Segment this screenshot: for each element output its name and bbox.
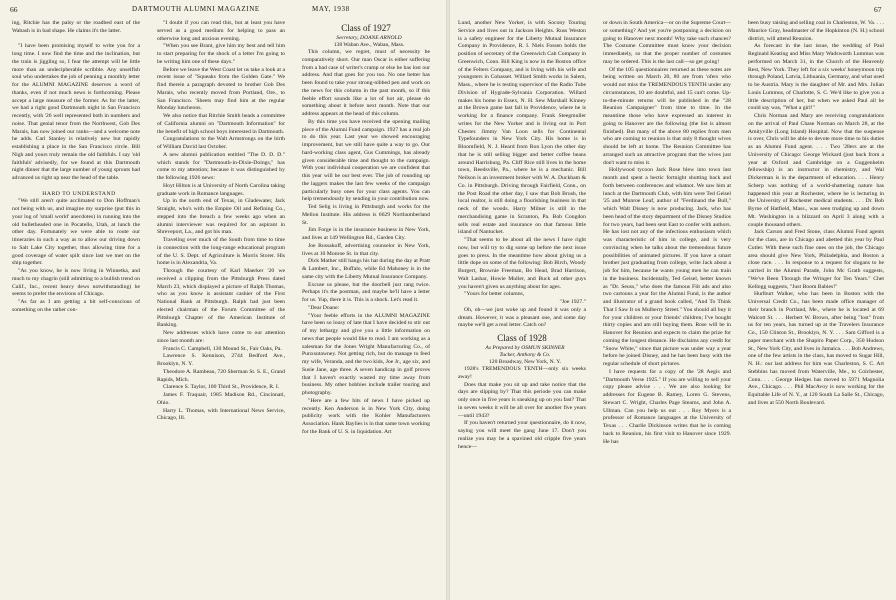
paragraph: ing, Ritchie has the palsy or the roadbed east of the Wabash is in bad shape. He claims it's the latter.: [12, 20, 140, 34]
left-column-3: [302, 20, 430, 598]
paragraph: If you haven't returned your questionnaire, do it now, saying you will meet the gang June 17. Don't you realize you may be a spavined old cripple five years hence—: [458, 420, 586, 450]
paragraph: "Your feeble efforts in the ALUMNI MAGAZINE have been so lousy of late that I have decided to stir out of my lethargy and give you a little information on news that people would like to read. I am working as a salesman for the Jones Wright Manufacturing Co., of Punxsutawney. Not getting rich, but do manage to feed my wife, Veranda, and the two kids, Joe Jr., age six, and Susie Jane, age three. A seven handicap in golf proves that I haven't exactly wasted my time away from business. My other hobbies include trailer touring and photography.: [302, 312, 430, 396]
paragraph: "I have been promising myself to write you for a long time. I now find the time and the inclination, but the train is jiggling so, I fear the attempt will be little more than an undecipherable scribble. Any unselfish soul who undertakes the job of penning a monthly letter for the ALUMNI MAGAZINE deserves a word of thanks, even if not much news is forthcoming. Please accept a large measure of the former. As for the latter, we had a right good Dartmouth night in San Francisco recently, with '26 well represented both in numbers and noise. That genial tenor from the Northwest, Gob Des Marais, has now joined our ranks—and a welcome note he adds. Carl Stanley is relatively new but rapidly establishing a place in the San Francisco circle. Bill Nigh and yours truly remain the old faithfuls. I say 'old faithfuls' advisedly, for we found at this Dartmouth night dinner that the large number of young sprouts had advanced us right up near the head of the table.: [12, 43, 140, 181]
running-head-title: DARTMOUTH ALUMNI MAGAZINE: [132, 5, 260, 13]
paragraph: 1928's TREMENDOUS TENTH—only six weeks away!: [458, 366, 586, 380]
secretary-byline: Secretary, DOANE ARNOLD: [336, 35, 402, 41]
letter-signature: "Joe 1927.": [559, 299, 586, 305]
paragraph: "We still aren't quite acclimated to Don Hoffman's not being with us, and imagine my surprise (put this in your log of 'small world' anecdotes) in running into the old bulletheaded one in Pocatello, Utah, at lunch the other day. Fortunately we were able to route our itineraries in such a way as to allow our driving down to Salt Lake City together, thus allowing time for a good coverage of water spilt since last we met on the ship together.: [12, 198, 140, 267]
paragraph: "I doubt if you can read this, but at least you have served as a good medium for helping to pass an otherwise long and anxious evening.: [157, 20, 285, 42]
paragraph: Oh, oh—we just woke up and found it was only a dream. However, it was a pleasant one, and some day maybe we'll get a real letter. Catch on?: [458, 306, 586, 329]
paragraph: Before we leave the West Coast let us take a look at a recent issue of "Squeaks from the Golden Gate." We find therein a paragraph devoted to brother Gob Des Marais, who recently moved from Portland, Ore., to San Francisco. 'Sheets may find him at the regular Monday luncheons.: [157, 66, 285, 112]
right-column-1: [458, 20, 586, 598]
right-page-number: 67: [874, 5, 882, 14]
paragraph: Hollywood tycoon Jack Rose blew into town last month and spent a hectic fortnight shutting back and forth between conferences and whatnot. We saw him at lunch at the Dartmouth Club, with him were Ted Geisel '25 and Munroe Leaf, author of "Ferdinand the Bull," which Walt Disney is now producing. Jack, who has been head of the story department of the Disney Studios for two years, had been sent East to confer with authors. He has lost not any of the infectious enthusiasm which was characteristic of him in college, and is very convincing when he talks about the tremendous future possibilities of animated pictures. If you have a smart brother just graduating from college, write Jack about a job for him, because he wants young men he can train in the business. Incidentally, Ted Geisel, better known as "Dr. Seuss," who does the famous Flit ads and also two cartoons a year for the Alumni Fund, is the author and illustrator of a grand book called, "And To Think That I Saw It on Mulberry Street." You should all buy it for your children or your friends' children; I've bought thirty copies and am still buying them. Rose will be in Hanover for Reunion and expects to claim the prize for coming the longest distance. He disclaims any credit for "Snow White," since that picture was under way a year before he joined Disney, and he has been busy with the regular schedule of short pictures.: [603, 167, 731, 367]
paragraph: or down in South America—or on the Supreme Court—or something? And yet you're postponing a decision on going to Hanover next month! Why take such chances? The Costume Committee must know your decision immediately, so that the proper number of costumes may be ordered. This is the last call—so get going!: [603, 20, 731, 65]
paragraph: Excuse us please, but the doorbell just rang twice. Perhaps it's the postman, and maybe he'll have a letter for us. Yup, there it is. This is a shock. Let's read it.: [302, 281, 430, 303]
paragraph: "That seems to be about all the news I have right now, but will try to dig some up before the next issue goes to press. In the meantime how about giving us a little dope on some of the following: Bob Birch, Woody Burgert, Brownie Freeman, Bo Head, Brad Harrison, Walt Lashar, Howie Muller, and Buck ad other guys you haven't given us anything about for ages.: [458, 237, 586, 290]
paragraph: "Dear Doane:: [308, 304, 340, 311]
paragraph: Of the 105 questionnaires returned as these notes are being written on March 20, 80 are from 'ofers who would not miss the TREMENDOUS TENTH under any circumstances, 10 are doubtful, and 15 can't come. Up-to-the-minute returns will be published in the "28 Reunion Campaigner" from time to time. In the meantime those who have expressed an interest in going to Hanover are the following (the list is almost finished). But many of the above 80 replies from men who are coming to reunion is that only 8 thought wives should be left at home. The Reunion Committee has arranged such an attractive program that the wives just don't want to miss it.: [603, 66, 731, 166]
paragraph: Traveling over much of the South from time to time in connection with the long-range educational program of the U. S. Dept. of Agriculture is Morris Storer. His home is in Alexandria, Va.: [157, 237, 285, 267]
subheading: HARD TO UNDERSTAND: [42, 190, 116, 197]
paragraph: Up in the north end of Texas, in Gladewater, Jack Straight, who's with the Empire Oil and Refining Co., stepped into the breach a few weeks ago when an alumni interviewer was required for an aspirant in Shreveport, La., and got his man.: [157, 198, 285, 236]
paragraph: Does that make you sit up and take notice that the days are slipping by? That this periode you can make only once in five years is sneaking up on you fast? That in seven weeks it will be all over for another five years—until 1943?: [458, 381, 586, 419]
paragraph: We also notice that Ritchie Smith heads a committee of California alumni on "Dartmouth Information" for the benefit of high school boys interested in Dartmouth.: [157, 113, 285, 135]
paragraph: Congratulations to the Walt Armstrongs on the birth of William David last October.: [157, 136, 285, 150]
paragraph: Ted Selig is living in Pittsburgh and works for the Mellon Institute. His address is 6629 Northumberland St.: [302, 204, 430, 226]
address-line: Theodore A. Rambeau, 720 Sherman St. S. E., Grand Rapids, Mich.: [157, 368, 285, 383]
preparer-byline: As Prepared by OSMUN SKINNER: [485, 345, 565, 351]
class-1927-heading: Class of 1927: [341, 23, 391, 33]
paragraph: By this time you have received the opening mailing piece of the Alumni Fund campaign. 1927 has a real job to do this year. Last year we showed encouraging improvement, but we still have quite a way to go. Our hard-working class agent, Gus Cummings, has already given considerable time and thought to the campaign. With your individual cooperation we are confident that this year will be our best ever. The job of rounding up the laggers makes the last few weeks of the campaign particularly busy ones for your class agents. You can help tremendously by sending in your contribution now.: [302, 118, 430, 203]
secretary-address: 138 Waban Ave., Waban, Mass.: [333, 42, 405, 48]
running-head-date: MAY, 1938: [312, 5, 350, 13]
left-column-2: [157, 20, 285, 598]
left-page-number: 66: [10, 5, 18, 14]
paragraph: Through the courtesy of Karl Maerker '20 we received a clipping from the Pittsburgh Press dated March 23, which displayed a picture of Ralph Thomas, who as you know is assistant cashier of the First National Bank at Pittsburgh. Ralph had just been elected chairman of the Forum Committee of the Pittsburgh Chapter of the American Institute of Banking.: [157, 268, 285, 329]
preparer-address: 120 Broadway, New York, N. Y.: [488, 359, 562, 365]
paragraph: "As you know, he is now living in Winnetka, and much to my chagrin (still admitting to a bullish trend on Calif., Inc., recent heavy dews notwithstanding) he seems to prefer the environs of Chicago.: [12, 268, 140, 298]
paragraph: Hoyt Hilton is at University of North Carolina taking graduate work in Romance languages.: [157, 182, 285, 197]
paragraph: "Here are a few bits of news I have picked up recently. Ken Anderson is in New York City, doing publicity work with the Kohler Manufacturers Association. Hank Baylies is in that same town working for the Bank of U. S. in liquidation. Art: [302, 397, 430, 435]
right-page: [448, 0, 896, 600]
paragraph: Jim Forge is in the insurance business in New York, and lives at 149 Wellington Rd., Garden City.: [302, 227, 430, 241]
paragraph: Joe Russakoff, advertising counselor in New York, lives at 10 Monroe St. in that city.: [302, 242, 430, 257]
paragraph: A new alumni publication entitled "The D. D. D." which stands for "Dartmouth-in-Dixie-Doings," has come to my attention; because it was distinguished by the following 1926 news:: [157, 151, 285, 181]
preparer-firm: Tucker, Anthony & Co.: [499, 352, 551, 358]
paragraph: "As far as I am getting a bit self-conscious of something on the rather con-: [12, 299, 140, 313]
address-line: Lawrence S. Kennison, 2744 Bedford Ave., Brooklyn, N. Y.: [157, 353, 285, 367]
address-line: Clarence S. Taylor, 100 Third St., Providence, R. I.: [163, 384, 280, 391]
paragraph: been busy raising and selling coal in Charleston, W. Va. . . . Maurice Gray, headmaster of the Hopkinton (N. H.) school district, will attend Reunion.: [748, 20, 884, 42]
address-line: James F. Traquair, 1985 Madison Rd., Cincinnati, Ohio.: [157, 392, 285, 406]
paragraph: As forecast in the last issue, the wedding of Paul Reginald Keating and Miss Mary Wadsworth Lummus was performed on March 31, in the Church of the Heavenly Rest, New York. They left for a six weeks' honeymoon trip through Poland, Latvia, Lithuania, Germany, and what used to be Austria. Mary is the daughter of Mr. and Mrs. Julian Louis Lummus, of Charlotte, S. C. We'd like to give you a little description of her, but when we asked Paul all he could say was, "What a girl!": [748, 43, 884, 112]
left-column-1: [12, 20, 140, 598]
paragraph: Chris Norman and Mary are receiving congratulations on the arrival of Paul Chase Norman on March 28, at the Amityville (Long Island) Hospital. Now that the suspense is over, Chris will be able to devote more time to his duties as an Alumni Fund agent. . . . Two '28ers are at the University of Chicago: George Wickard (just back from a year at Oxford and Cambridge on a Guggenheim fellowship) is an instructor in chemistry, and Wal Dickerman is in the department of education. . . . Henry Scherp was nothing of a world-shattering nature has happened this year at Rochester, where he is lecturing in the University of Rochester medical students. . . . Dr. Bob Byrne of Hatfield, Mass., was seen trudging up and down Mt. Washington in a blizzard on April 3 along with a couple thousand others.: [748, 113, 884, 228]
paragraph: Lund, another New Yorker, is with Socony Touring Service and lives out in Jackson Heights. Russ Weston is a safety engineer for the Liberty Mutual Insurance Company in Providence, R. I. Niels Fossen holds the position of secretary of the Greenwich Cab Company in Greenwich, Conn. Bill King is now in the Boston office of the Felters Company, and is living with his wife and youngsters in Cohasset. Willard Smith works in Salem, Mass., where he is testing supervisor of the Radio Tube Division of Hygrade-Sylvania Corporation. Willard makes his home in Essex, N. H. Sew Marshall Kinney at the Brown game last fall in Providence, where he is working for a finance company. Frank Steegmuller writes for the New Yorker and is living out in Port Chester. Jimmy Van Loon sells for Continental Typefounders in New York City. His home is in Bloomfield, N. J. Heard from Ron Lyon the other day that he is still selling bigger and better coffee beans around Harrisburg, Pa. Cliff Rice still lives in the home town, Reedsville, Pa., where he is a mechanic. Bill Neilson is an investment broker with W. A. Duckham & Co. in Pittsburgh. Driving through Fairfield, Conn., on the Post Road the other day, I saw that Bob Brush, the local realtor, is still doing a flourishing business in that neck of the woods. Harry Milner is still in the merchandising game in Scranton, Pa. Bob Congdon sells real estate and insurance on that famous little island of Nantucket.: [458, 20, 586, 236]
paragraph: Jack Carson and Fred Stone, class Alumni Fund agents for the class, are in Chicago and abetted this year by Paul Cutler. With these such fine ones on the job, the Chicago area should give New York, Philadelphia, and Boston a close race. . . . In response to a request for slogans to be carried in the Alumni Parade, John Mc Grath suggests, "We've Been Through the Wringer for Ten Years." Chet Kellogg suggests, "Just Boom Babies!": [748, 229, 884, 290]
right-column-3: [748, 20, 884, 598]
paragraph: "Yours for better columns,: [464, 291, 525, 298]
paragraph: This column, we regret, must of necessity be comparatively short. Our man Oscar is either suffering from a bad case of writer's cramp or else he has lost our address. And that goes for you too. No one better has been found to take your strong-nibbed pen and work on the news for this column in the past month, so if this feeble effort sounds like a lot of hot air, please do something about it before next month. Note that our address appears at the head of this column.: [302, 49, 430, 117]
paragraph: New addresses which have come to our attention since last month are:: [157, 330, 285, 344]
paragraph: "When you see Brant, give him my best and tell him to start preparing for the shock of a letter I'm going to be writing him one of these days.": [157, 43, 285, 65]
class-1928-heading: Class of 1928: [497, 333, 547, 343]
paragraph: Dick Mather still hangs his hat during the day at Pratt & Lambert, Inc., Buffalo, while Ed Mahoney is in the same city with the Liberty Mutual Insurance Company.: [302, 258, 430, 280]
address-line: Harry L. Thomas, with International News Service, Chicago, Ill.: [157, 407, 285, 422]
paragraph: I have requests for a copy of the '28 Aegis and "Dartmouth Verse 1925." If you are willing to sell your copy please advise . . . We are also looking for addresses for Eugene B. Ramey, Loren G. Stevens, Stewart C. Wright, Charles Page Stearns, and John A. Ullman. Can you help us out . . . Roy Myers is a professor of Romance languages at the University of Texas . . . Charlie Dickinson writes that he is coming back to Reunion, his first visit to Hanover since 1929. He has: [603, 368, 731, 445]
right-column-2: [603, 20, 731, 598]
paragraph: Hurlburt Walker, who has been in Boston with the Universal Credit Co., has been made office manager of their branch in Portland, Me., where he is located at 69 Walcott St. . . . Herbert W. Brown, after being "lost" from us for ten years, has turned up at the Travelers Insurance Co., 150 Clinton St., Brooklyn, N. Y. . . . Sam Gifford is a paper merchant with the Shapiro Paper Corp., 350 Hudson St., New York City, and lives in Jamaica. . . . Bob Andrews, one of the few artists in the class, has moved to Sugar Hill, N. H.: our last address for him was Charleston, S. C. Art Stebbins has moved from Waterville, Me., to Colchester, Conn. . . . George Hedges has moved to 5971 Magnolia Ave., Chicago. . . . Phil MacAvoy is now working for the Equitable Life of N. Y., at 120 South La Salle St., Chicago, and lives at 550 North Boulevard.: [748, 291, 884, 406]
address-line: Francis C. Campbell, 130 Mound St., Fair Oaks, Pa.: [163, 345, 282, 352]
